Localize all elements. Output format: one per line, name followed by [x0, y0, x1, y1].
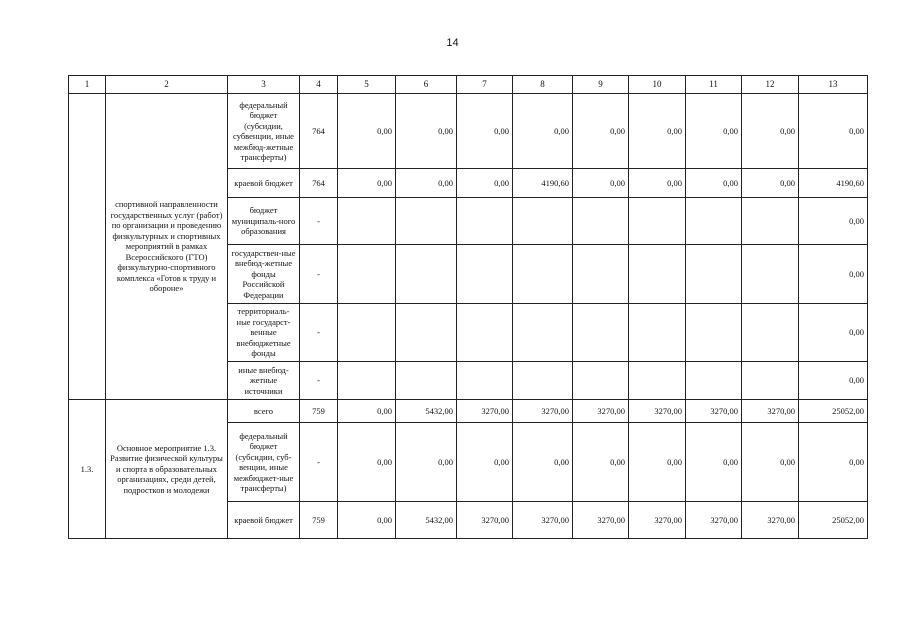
value-cell: 0,00 [513, 94, 573, 169]
value-cell [629, 198, 686, 245]
value-cell: 0,00 [742, 423, 799, 502]
table-row [69, 400, 868, 423]
value-cell [513, 362, 573, 400]
value-cell [457, 304, 513, 362]
column-header: 9 [573, 76, 629, 94]
value-cell [457, 198, 513, 245]
budget-code: 759 [300, 400, 338, 423]
value-cell: 4190,60 [799, 169, 868, 198]
value-cell [742, 304, 799, 362]
value-cell [513, 198, 573, 245]
funding-source: бюджет муниципаль-ного образования [228, 198, 300, 245]
value-cell: 3270,00 [457, 400, 513, 423]
column-header: 10 [629, 76, 686, 94]
value-cell [396, 198, 457, 245]
funding-source: государствен-ные внебюд-жетные фонды Российской Федерации [228, 245, 300, 304]
value-cell: 0,00 [338, 502, 396, 539]
value-cell [742, 198, 799, 245]
column-header: 1 [69, 76, 106, 94]
page-number: 14 [446, 37, 459, 49]
value-cell [629, 245, 686, 304]
value-cell: 0,00 [457, 169, 513, 198]
value-cell: 0,00 [629, 94, 686, 169]
value-cell: 3270,00 [629, 502, 686, 539]
value-cell: 0,00 [742, 94, 799, 169]
value-cell [686, 304, 742, 362]
column-header: 4 [300, 76, 338, 94]
value-cell: 3270,00 [457, 502, 513, 539]
value-cell: 5432,00 [396, 502, 457, 539]
value-cell [686, 198, 742, 245]
value-cell [396, 362, 457, 400]
value-cell: 0,00 [799, 304, 868, 362]
value-cell: 0,00 [457, 94, 513, 169]
budget-code: - [300, 245, 338, 304]
value-cell: 3270,00 [742, 502, 799, 539]
value-cell [686, 362, 742, 400]
value-cell [396, 245, 457, 304]
value-cell [457, 245, 513, 304]
value-cell: 3270,00 [573, 502, 629, 539]
funding-source: всего [228, 400, 300, 423]
column-header: 2 [106, 76, 228, 94]
value-cell: 0,00 [799, 362, 868, 400]
value-cell: 0,00 [799, 198, 868, 245]
column-header: 6 [396, 76, 457, 94]
budget-code: - [300, 362, 338, 400]
row-number [69, 94, 106, 400]
funding-source: иные внебюд-жетные источники [228, 362, 300, 400]
value-cell: 0,00 [338, 400, 396, 423]
funding-source: федеральный бюджет (субсидии, субвенции, иные межбюд-жетные трансферты) [228, 94, 300, 169]
funding-source: федеральный бюджет (субсидии, суб-венции, иные межбюджет-ные трансферты) [228, 423, 300, 502]
header-row [69, 76, 868, 94]
value-cell: 25052,00 [799, 400, 868, 423]
value-cell: 0,00 [396, 423, 457, 502]
funding-source: краевой бюджет [228, 502, 300, 539]
value-cell: 0,00 [573, 94, 629, 169]
value-cell: 0,00 [629, 423, 686, 502]
row-number: 1.3. [69, 400, 106, 539]
value-cell: 0,00 [573, 169, 629, 198]
value-cell: 0,00 [799, 94, 868, 169]
budget-code: - [300, 198, 338, 245]
value-cell: 0,00 [686, 169, 742, 198]
value-cell [513, 245, 573, 304]
value-cell: 5432,00 [396, 400, 457, 423]
value-cell [686, 245, 742, 304]
value-cell: 3270,00 [513, 502, 573, 539]
budget-code: - [300, 423, 338, 502]
budget-code: - [300, 304, 338, 362]
column-header: 12 [742, 76, 799, 94]
value-cell [742, 245, 799, 304]
value-cell [573, 245, 629, 304]
value-cell [573, 304, 629, 362]
table-row [69, 94, 868, 169]
value-cell: 0,00 [799, 245, 868, 304]
value-cell [338, 198, 396, 245]
value-cell [742, 362, 799, 400]
value-cell: 0,00 [629, 169, 686, 198]
column-header: 8 [513, 76, 573, 94]
value-cell [573, 362, 629, 400]
value-cell [338, 362, 396, 400]
column-header: 7 [457, 76, 513, 94]
value-cell: 0,00 [573, 423, 629, 502]
budget-code: 764 [300, 94, 338, 169]
value-cell: 0,00 [686, 94, 742, 169]
value-cell: 0,00 [396, 94, 457, 169]
value-cell: 3270,00 [629, 400, 686, 423]
value-cell: 0,00 [742, 169, 799, 198]
value-cell [457, 362, 513, 400]
value-cell: 0,00 [338, 169, 396, 198]
value-cell: 0,00 [396, 169, 457, 198]
value-cell: 0,00 [457, 423, 513, 502]
column-header: 11 [686, 76, 742, 94]
budget-code: 764 [300, 169, 338, 198]
value-cell: 3270,00 [686, 400, 742, 423]
value-cell [396, 304, 457, 362]
budget-table [68, 75, 868, 539]
column-header: 3 [228, 76, 300, 94]
value-cell [573, 198, 629, 245]
measure-description: Основное мероприятие 1.3. Развитие физической культуры и спорта в образовательных организациях, среди детей, подростков и молодежи [106, 400, 228, 539]
value-cell [338, 245, 396, 304]
value-cell: 0,00 [338, 423, 396, 502]
value-cell: 0,00 [799, 423, 868, 502]
funding-source: территориаль-ные государст-венные внебюджетные фонды [228, 304, 300, 362]
budget-code: 759 [300, 502, 338, 539]
value-cell: 0,00 [686, 423, 742, 502]
column-header: 13 [799, 76, 868, 94]
value-cell [513, 304, 573, 362]
value-cell: 0,00 [513, 423, 573, 502]
measure-description: спортивной направленности государственных услуг (работ) по организации и проведению физкультурных и спортивных мероприятий в рамках Всероссийского (ГТО) физкультурно-спортивного комплекса «Готов к труду и обороне» [106, 94, 228, 400]
value-cell: 3270,00 [513, 400, 573, 423]
value-cell [338, 304, 396, 362]
value-cell [629, 304, 686, 362]
value-cell: 3270,00 [573, 400, 629, 423]
value-cell [629, 362, 686, 400]
value-cell: 4190,60 [513, 169, 573, 198]
funding-source: краевой бюджет [228, 169, 300, 198]
value-cell: 0,00 [338, 94, 396, 169]
column-header: 5 [338, 76, 396, 94]
value-cell: 3270,00 [742, 400, 799, 423]
value-cell: 25052,00 [799, 502, 868, 539]
value-cell: 3270,00 [686, 502, 742, 539]
